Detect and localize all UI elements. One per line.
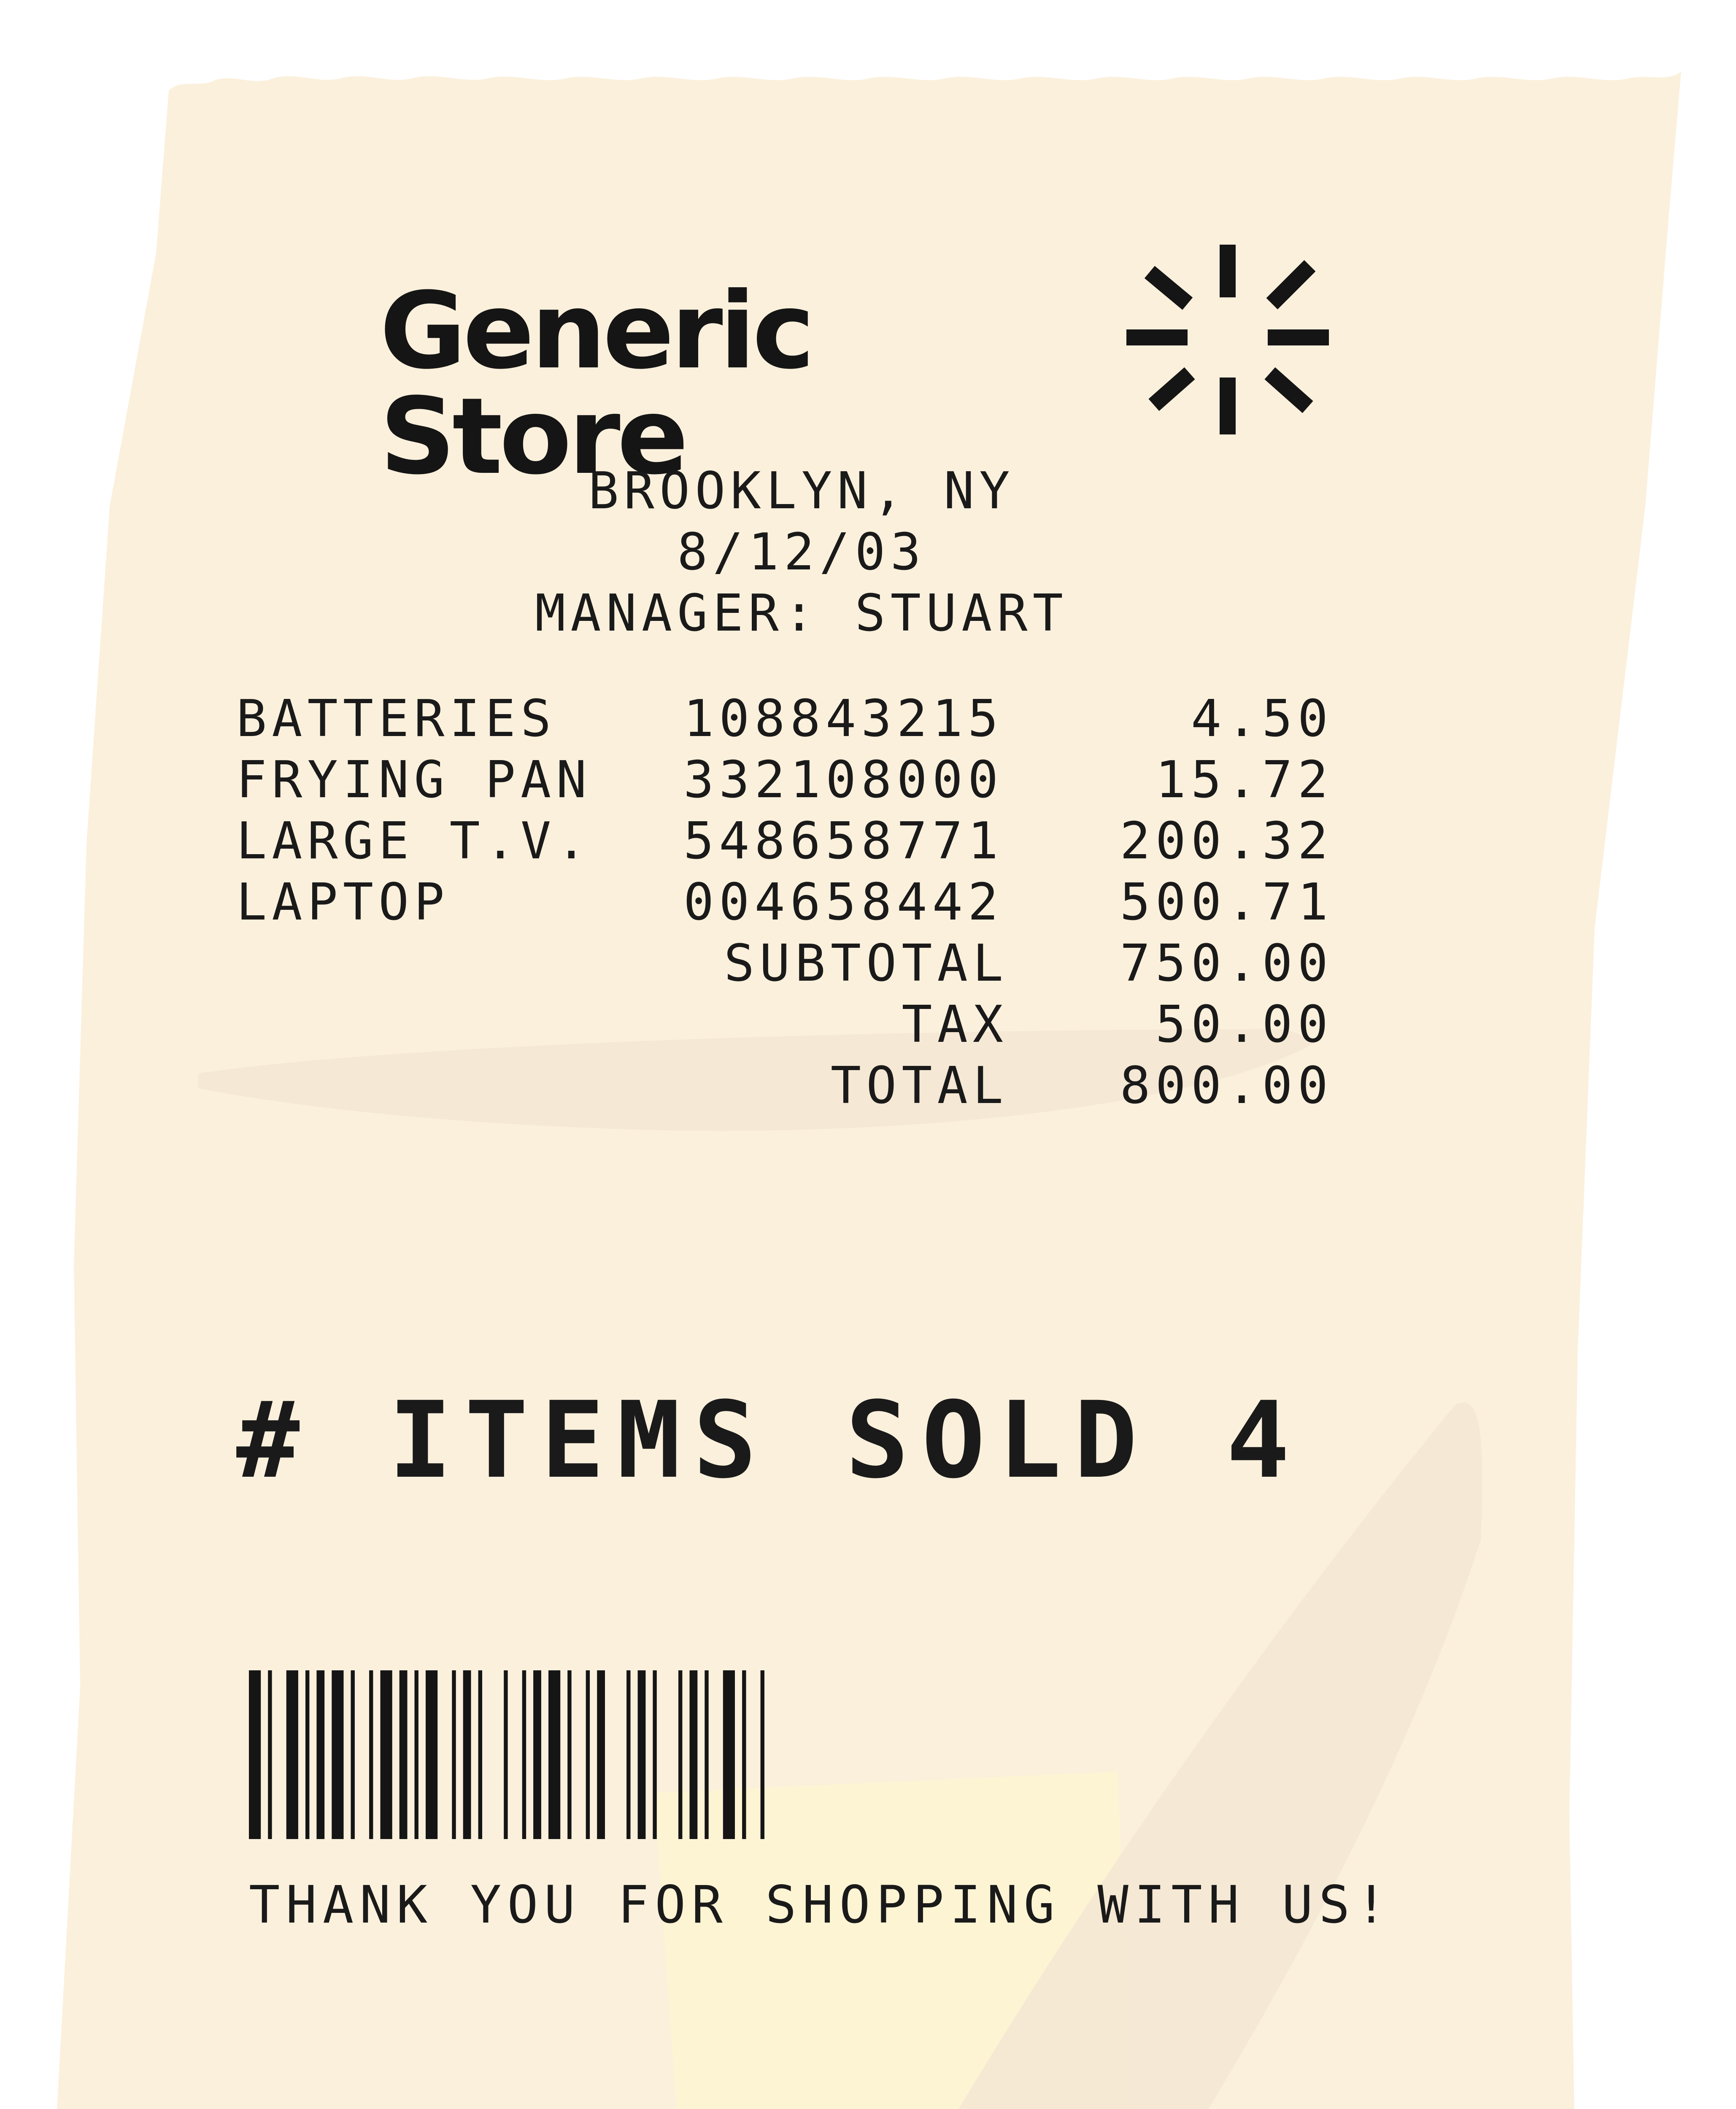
subtotal-value: 750.00 xyxy=(1120,934,1333,993)
subtotal-label: SUBTOTAL xyxy=(724,934,1008,993)
total-label: TOTAL xyxy=(830,1057,1008,1115)
barcode-bar xyxy=(723,1670,735,1839)
barcode-bar xyxy=(268,1670,272,1839)
total-value: 800.00 xyxy=(1120,1057,1333,1115)
barcode-bar xyxy=(678,1670,682,1839)
barcode-bar xyxy=(638,1670,646,1839)
line-item xyxy=(236,873,1333,936)
line-item xyxy=(236,690,1333,753)
barcode-bar xyxy=(286,1670,298,1839)
barcode-bar xyxy=(567,1670,571,1839)
item-price: 500.71 xyxy=(1120,873,1333,932)
tax-value: 50.00 xyxy=(1155,995,1333,1054)
item-code: 004658442 xyxy=(683,873,1004,932)
barcode-bar xyxy=(463,1670,471,1839)
item-price: 15.72 xyxy=(1155,751,1333,809)
barcode-bar xyxy=(586,1670,590,1839)
item-code: 332108000 xyxy=(683,751,1004,809)
line-item xyxy=(236,751,1333,814)
item-name: BATTERIES xyxy=(236,690,556,748)
items-sold-count: # ITEMS SOLD 4 xyxy=(236,1379,1303,1502)
barcode-bar xyxy=(522,1670,526,1839)
item-code: 548658771 xyxy=(683,812,1004,871)
barcode-bar xyxy=(400,1670,408,1839)
barcode-bar xyxy=(761,1670,764,1839)
barcode-bar xyxy=(690,1670,698,1839)
total-row xyxy=(236,1057,1333,1120)
subtotal-row xyxy=(236,934,1333,998)
tax-label: TAX xyxy=(902,995,1008,1054)
barcode-bar xyxy=(653,1670,656,1839)
barcode-bar xyxy=(415,1670,418,1839)
receipt-date: 8/12/03 xyxy=(677,523,926,582)
tax-row xyxy=(236,995,1333,1059)
barcode-bar xyxy=(381,1670,392,1839)
line-item xyxy=(236,812,1333,875)
manager-line: MANAGER: STUART xyxy=(535,584,1068,643)
barcode-bar xyxy=(249,1670,261,1839)
barcode-bar xyxy=(305,1670,309,1839)
barcode-bar xyxy=(478,1670,482,1839)
thank-you-message: THANK YOU FOR SHOPPING WITH US! xyxy=(249,1875,1393,1935)
barcode-bar xyxy=(426,1670,437,1839)
store-name: Generic Store xyxy=(380,270,812,498)
barcode-bar xyxy=(332,1670,343,1839)
item-name: LAPTOP xyxy=(236,873,450,932)
barcode-bar xyxy=(504,1670,508,1839)
barcode-bar xyxy=(626,1670,630,1839)
store-location: BROOKLYN, NY xyxy=(588,462,1015,521)
barcode-bar xyxy=(548,1670,560,1839)
barcode-bar xyxy=(351,1670,355,1839)
barcode-bar xyxy=(597,1670,605,1839)
barcode-bar xyxy=(369,1670,373,1839)
barcode-bar xyxy=(533,1670,541,1839)
barcode-bar xyxy=(705,1670,708,1839)
barcode-bar xyxy=(452,1670,456,1839)
item-price: 200.32 xyxy=(1120,812,1333,871)
barcode-bar xyxy=(742,1670,746,1839)
item-name: LARGE T.V. xyxy=(236,812,592,871)
item-price: 4.50 xyxy=(1191,690,1333,748)
item-code: 108843215 xyxy=(683,690,1004,748)
spark-icon xyxy=(1114,236,1350,456)
item-name: FRYING PAN xyxy=(236,751,592,809)
barcode xyxy=(249,1670,1329,1839)
barcode-bar xyxy=(316,1670,324,1839)
